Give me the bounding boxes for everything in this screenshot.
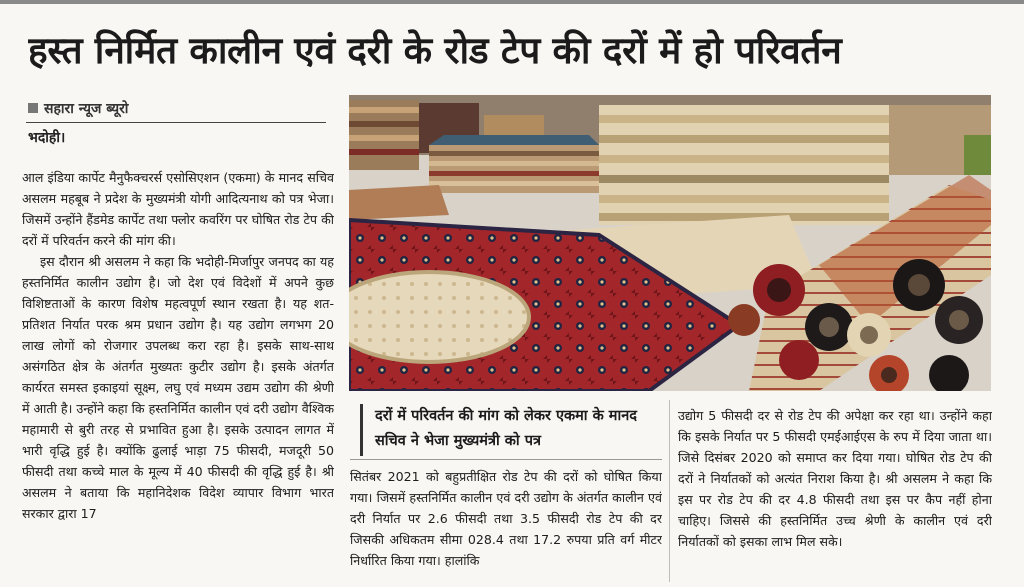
article-column-middle [350, 466, 662, 582]
carpet-showroom-photo [349, 95, 991, 391]
paragraph-2: इस दौरान श्री असलम ने कहा कि भदोही-मिर्जापुर जनपद का यह हस्तनिर्मित कालीन उद्योग है। जो देश एवं विदेशों में अपने कुछ विशिष्टताओं के कारण विशेष महत्वपूर्ण स्थान रखता है। यह शत-प्रतिशत निर्यात परक श्रम प्रधान उद्योग है। यह उद्योग लगभग 20 लाख लोगों को रोजगार उपलब्ध करा रहा है। इसके साथ-साथ असंगठित क्षेत्र के अंतर्गत मुख्यतः कुटीर उद्योग है। इसके अंतर्गत कार्यरत समस्त इकाइयां सूक्ष्म, लघु एवं मध्यम उद्यम उद्योग की श्रेणी में आती है। उन्होंने कहा कि हस्तनिर्मित कालीन एवं दरी उद्योग वैश्विक महामारी से बुरी तरह से प्रभावित हुआ है। इसके उत्पादन लागत में भारी वृद्धि हुई है। क्योंकि ढुलाई भाड़ा 75 फीसदी, मजदूरी 50 फीसदी तथा कच्चे माल के मूल्य में 40 फीसदी की वृद्धि हुई है। श्री असलम ने बताया कि महानिदेशक विदेश व्यापार विभाग भारत सरकार द्वारा 17 [22, 254, 334, 521]
byline-square-icon [28, 103, 38, 113]
column-divider [669, 400, 670, 582]
paragraph-1: आल इंडिया कार्पेट मैनुफैक्चरर्स एसोसिएशन (एकमा) के मानद सचिव असलम महबूब ने प्रदेश के मुख्यमंत्री योगी आदित्यनाथ को पत्र भेजा। जिसमें उन्होंने हैंडमेड कार्पेट तथा फ्लोर कवरिंग पर घोषित रोड टेप की दरों में परिवर्तन करने की मांग की। [22, 170, 334, 248]
pullquote-rule [350, 459, 662, 460]
pullquote: दरों में परिवर्तन की मांग को लेकर एकमा के मानद सचिव ने भेजा मुख्यमंत्री को पत्र [360, 404, 662, 456]
headline: हस्त निर्मित कालीन एवं दरी के रोड टेप की दरों में हो परिवर्तन [28, 29, 842, 72]
article-column-right [678, 405, 992, 585]
paragraph-4: उद्योग 5 फीसदी दर से रोड टेप की अपेक्षा कर रहा था। उन्होंने कहा कि इसके निर्यात पर 5 फीसदी एमईआईएस के रुप में दिया जाता था। जिसे दिसंबर 2020 को समाप्त कर दिया गया। घोषित रोड टेप की दरों ने निर्यातकों को अत्यंत निराश किया है। श्री असलम ने कहा कि इस पर रोड टेप की दर 4.8 फीसदी तथा इस पर कैप नहीं होना चाहिए। जिससे की हस्तनिर्मित उच्च श्रेणी के कालीन एवं दरी निर्यातकों को इसका लाभ मिल सके। [678, 408, 992, 549]
carpet-photo-illustration [349, 95, 991, 391]
top-rule [0, 0, 1024, 4]
article-column-left [22, 167, 334, 579]
paragraph-3: सितंबर 2021 को बहुप्रतीक्षित रोड टेप की दरों को घोषित किया गया। जिसमें हस्तनिर्मित कालीन एवं दरी उद्योग के अंतर्गत कालीन एवं दरी निर्यात पर 2.6 फीसदी तथा 3.5 फीसदी रोड टेप की दर जिसकी अधिकतम सीमा 028.4 तथा 17.2 रुपया प्रति वर्ग मीटर निर्धारित किया गया। हालांकि [350, 469, 662, 568]
byline-rule [26, 122, 326, 123]
byline [28, 99, 128, 118]
dateline: भदोही। [28, 130, 66, 146]
byline-text: सहारा न्यूज ब्यूरो [44, 101, 129, 117]
